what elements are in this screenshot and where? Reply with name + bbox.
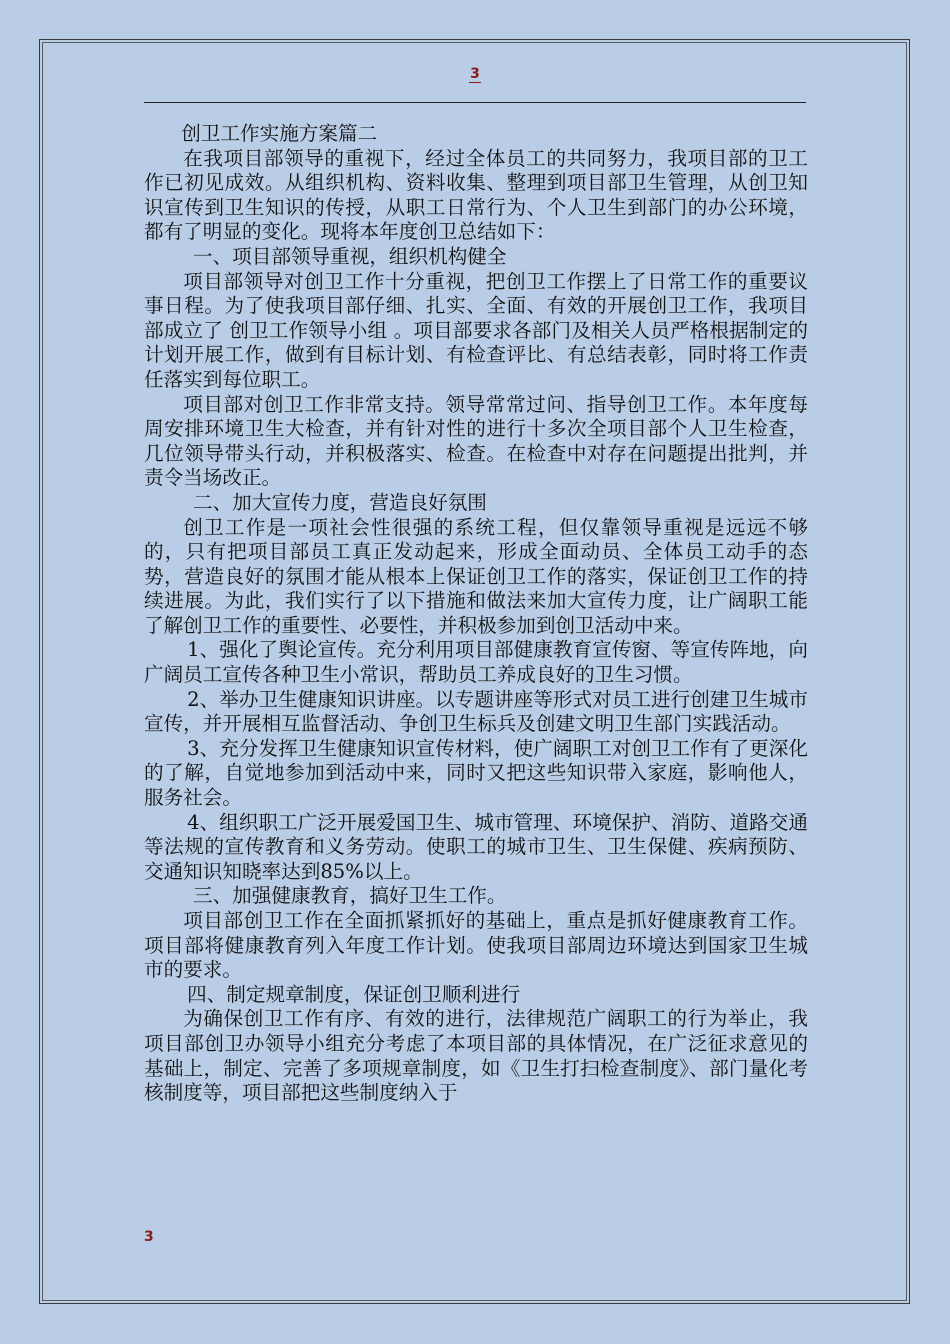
header-page-number-text: 3 bbox=[470, 66, 480, 82]
document-title: 创卫工作实施方案篇二 bbox=[181, 122, 378, 145]
header-page-number bbox=[0, 66, 950, 82]
paragraph: 项目部创卫工作在全面抓紧抓好的基础上，重点是抓好健康教育工作。项目部将健康教育列入年度工作计划。使我项目部周边环境达到国家卫生城市的要求。 bbox=[144, 909, 808, 982]
section-heading-2: 二、加大宣传力度，营造良好氛围 bbox=[193, 490, 487, 514]
document-body bbox=[144, 122, 808, 1106]
paragraph: 项目部领导对创卫工作十分重视，把创卫工作摆上了日常工作的重要议事日程。为了使我项目部仔细、扎实、全面、有效的开展创卫工作，我项目部成立了 创卫工作领导小组 。项目部要求各部门及相关人员严格根据制定的计划开展工作，做到有目标计划、有检查评比、有总结表彰，同时将工作责任落实到每位职工。 bbox=[144, 269, 808, 391]
header-divider bbox=[144, 102, 806, 103]
section-heading-4: 四、制定规章制度，保证创卫顺利进行 bbox=[187, 982, 521, 1006]
paragraph: 创卫工作是一项社会性很强的系统工程，但仅靠领导重视是远远不够的，只有把项目部员工真正发动起来，形成全面动员、全体员工动手的态势，营造良好的氛围才能从根本上保证创卫工作的落实，保证创卫工作的持续进展。为此，我们实行了以下措施和做法来加大宣传力度，让广阔职工能了解创卫工作的重要性、必要性，并积极参加到创卫活动中来。 bbox=[144, 515, 808, 637]
paragraph: 项目部对创卫工作非常支持。领导常常过问、指导创卫工作。本年度每周安排环境卫生大检查，并有针对性的进行十多次全项目部个人卫生检查，几位领导带头行动，并积极落实、检查。在检查中对存在问题提出批判，并责令当场改正。 bbox=[144, 392, 808, 490]
list-item: 2、举办卫生健康知识讲座。以专题讲座等形式对员工进行创建卫生城市宣传，并开展相互监督活动、争创卫生标兵及创建文明卫生部门实践活动。 bbox=[144, 687, 808, 736]
list-item: 3、充分发挥卫生健康知识宣传材料，使广阔职工对创卫工作有了更深化的了解，自觉地参加到活动中来，同时又把这些知识带入家庭，影响他人，服务社会。 bbox=[144, 736, 808, 810]
list-item: 4、组织职工广泛开展爱国卫生、城市管理、环境保护、消防、道路交通等法规的宣传教育和义务劳动。使职工的城市卫生、卫生保健、疾病预防、交通知识知晓率达到85%以上。 bbox=[144, 810, 808, 883]
paragraph-intro: 在我项目部领导的重视下，经过全体员工的共同努力，我项目部的卫工作已初见成效。从组织机构、资料收集、整理到项目部卫生管理，从创卫知识宣传到卫生知识的传授，从职工日常行为、个人卫生到部门的办公环境，都有了明显的变化。现将本年度创卫总结如下： bbox=[144, 146, 808, 244]
list-item: 1、强化了舆论宣传。充分利用项目部健康教育宣传窗、等宣传阵地，向广阔员工宣传各种卫生小常识，帮助员工养成良好的卫生习惯。 bbox=[144, 638, 808, 687]
section-heading-1: 一、项目部领导重视，组织机构健全 bbox=[193, 244, 507, 268]
section-heading-3: 三、加强健康教育，搞好卫生工作。 bbox=[193, 884, 507, 908]
footer-page-number: 3 bbox=[144, 1229, 154, 1245]
paragraph: 为确保创卫工作有序、有效的进行，法律规范广阔职工的行为举止，我项目部创卫办领导小组充分考虑了本项目部的具体情况，在广泛征求意见的基础上，制定、完善了多项规章制度，如《卫生打扫检查制度》、部门量化考核制度等，项目部把这些制度纳入于 bbox=[144, 1007, 808, 1105]
